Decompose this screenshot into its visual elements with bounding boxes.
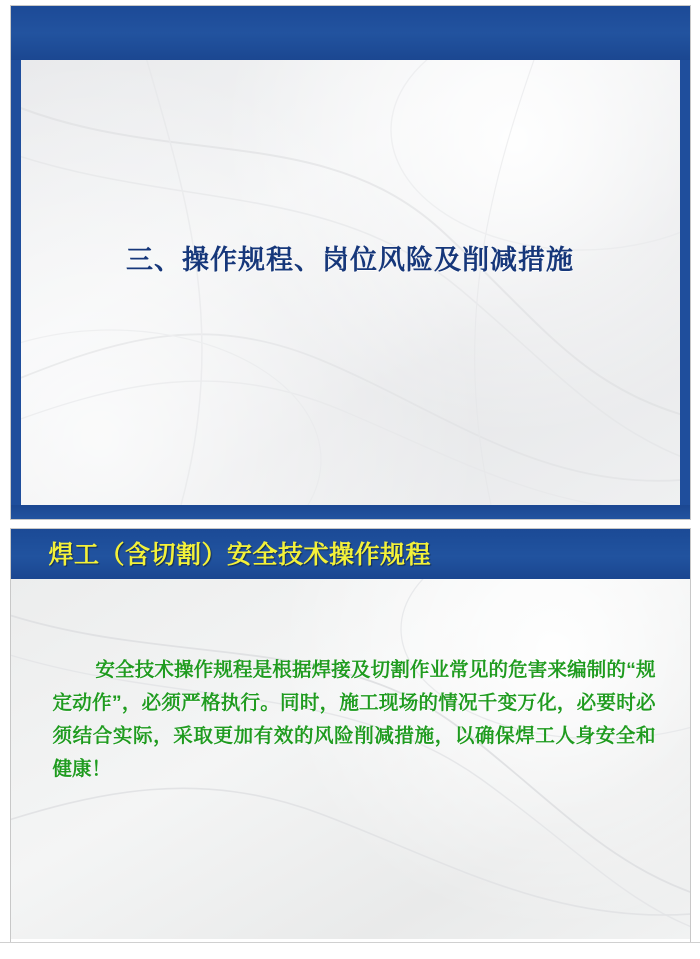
slide2-body bbox=[11, 579, 690, 939]
slide1-bottom-band bbox=[11, 505, 690, 519]
slide1-canvas bbox=[21, 60, 680, 505]
slide2-header-title: 焊工（含切割）安全技术操作规程 bbox=[48, 541, 432, 569]
slide2-paragraph: 安全技术操作规程是根据焊接及切割作业常见的危害来编制的“规定动作”，必须严格执行。同时，施工现场的情况千变万化，必要时必须结合实际，采取更加有效的风险削减措施，以确保焊工人身安全和健康！ bbox=[52, 659, 656, 780]
page-bottom-strip bbox=[0, 942, 700, 959]
slide-section-title[interactable] bbox=[11, 6, 690, 519]
slide1-top-band bbox=[11, 6, 690, 60]
background-swirl-graphic bbox=[21, 60, 680, 505]
slide-content[interactable] bbox=[11, 529, 690, 949]
slide1-title: 三、操作规程、岗位风险及削减措施 bbox=[126, 245, 574, 275]
